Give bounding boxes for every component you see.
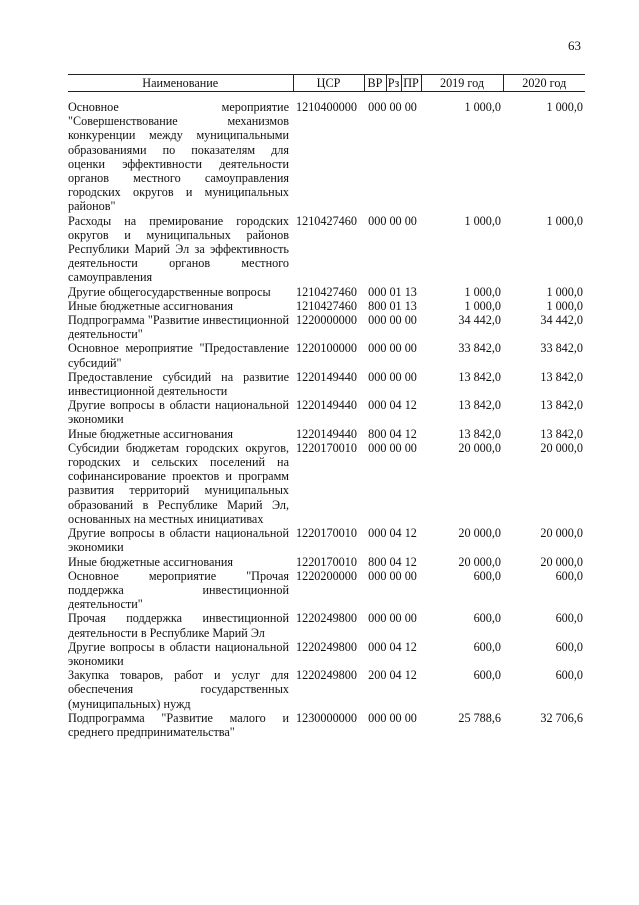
row-csr: 1210427460 [296,298,357,313]
row-amount-2019: 20 000,0 [458,554,501,569]
row-name: Другие общегосударственные вопросы [68,284,271,299]
header-2020: 2020 год [503,75,585,92]
row-csr: 1220100000 [296,341,357,356]
row-codes: 000 00 00 [368,313,417,328]
row-csr: 1220149440 [296,426,357,441]
row-amount-2019: 1 000,0 [464,100,501,114]
row-codes: 000 00 00 [368,611,417,626]
row-csr: 1210400000 [296,100,357,114]
table-row [68,370,585,398]
row-amount-2020: 33 842,0 [540,341,583,356]
row-csr: 1220249800 [296,611,357,626]
row-amount-2019: 13 842,0 [458,426,501,441]
row-codes: 200 04 12 [368,668,417,683]
row-amount-2019: 600,0 [473,611,501,626]
row-amount-2019: 13 842,0 [458,369,501,384]
table-row [68,285,585,299]
row-codes: 000 00 00 [368,369,417,384]
row-name: Иные бюджетные ассигнования [68,426,234,441]
table-row [68,711,585,739]
row-csr: 1220170010 [296,554,357,569]
row-amount-2020: 34 442,0 [540,313,583,328]
row-codes: 000 00 00 [368,341,417,356]
row-amount-2020: 1 000,0 [546,298,583,313]
budget-table [68,74,585,739]
row-name: Другие вопросы в области национальной экономики [68,526,289,555]
page-number: 63 [568,38,581,53]
row-codes: 800 01 13 [368,298,417,313]
row-amount-2019: 600,0 [473,639,501,654]
row-amount-2020: 600,0 [555,611,583,626]
row-codes: 000 01 13 [368,284,417,299]
row-csr: 1220149440 [296,398,357,413]
table-row [68,214,585,285]
row-csr: 1220170010 [296,526,357,541]
table-body [68,92,585,740]
row-amount-2020: 20 000,0 [540,554,583,569]
table-row [68,611,585,639]
table-header-row [68,75,585,92]
table-row [68,569,585,612]
row-csr: 1220200000 [296,568,357,583]
header-rz: Рз [387,75,400,90]
table-row [68,341,585,369]
row-amount-2019: 1 000,0 [464,298,501,313]
row-csr: 1220249800 [296,639,357,654]
header-2019: 2019 год [421,75,503,92]
row-amount-2019: 13 842,0 [458,398,501,413]
row-amount-2019: 20 000,0 [458,526,501,541]
row-amount-2019: 600,0 [473,568,501,583]
row-name: Прочая поддержка инвестиционной деятельности в Республике Марий Эл [68,611,289,640]
row-codes: 000 04 12 [368,398,417,413]
row-name: Другие вопросы в области национальной экономики [68,398,289,427]
row-codes: 000 04 12 [368,526,417,541]
row-codes: 000 00 00 [368,440,417,455]
table-row [68,555,585,569]
row-codes: 000 00 00 [368,100,417,114]
row-name: Основное мероприятие "Предоставление субсидий" [68,341,289,370]
row-amount-2020: 1 000,0 [546,284,583,299]
row-name: Расходы на премирование городских округов и муниципальных районов Республики Марий Эл за эффективность деятельности органов местного самоуправления [68,213,289,285]
row-csr: 1210427460 [296,213,357,228]
table-row [68,313,585,341]
row-amount-2020: 20 000,0 [540,440,583,455]
table-row [68,92,585,214]
table-row [68,427,585,441]
row-amount-2020: 1 000,0 [546,100,583,114]
row-amount-2019: 600,0 [473,668,501,683]
row-amount-2019: 25 788,6 [458,710,501,725]
row-name: Закупка товаров, работ и услуг для обеспечения государственных (муниципальных) нужд [68,668,289,711]
row-amount-2019: 34 442,0 [458,313,501,328]
row-codes: 000 00 00 [368,213,417,228]
row-amount-2019: 1 000,0 [464,213,501,228]
row-codes: 800 04 12 [368,554,417,569]
row-name: Основное мероприятие "Прочая поддержка инвестиционной деятельности" [68,568,289,612]
row-csr: 1220149440 [296,369,357,384]
table-row [68,668,585,711]
row-amount-2020: 600,0 [555,568,583,583]
row-csr: 1210427460 [296,284,357,299]
row-amount-2019: 20 000,0 [458,440,501,455]
row-amount-2020: 600,0 [555,668,583,683]
header-pr: ПР [401,75,421,92]
row-name: Субсидии бюджетам городских округов, городских и сельских поселений на софинансирование проектов и программ развития территорий муниципальных образований в Республике Марий Эл, основанных на местных инициативах [68,440,289,526]
row-name: Предоставление субсидий на развитие инвестиционной деятельности [68,369,289,399]
row-name: Подпрограмма "Развитие инвестиционной деятельности" [68,313,289,342]
row-codes: 800 04 12 [368,426,417,441]
row-csr: 1220000000 [296,313,357,328]
header-csr: ЦСР [293,75,364,92]
row-amount-2019: 1 000,0 [464,284,501,299]
row-csr: 1230000000 [296,710,357,725]
table-row [68,441,585,526]
table-row [68,299,585,313]
row-amount-2020: 1 000,0 [546,213,583,228]
table-row [68,526,585,554]
row-amount-2020: 13 842,0 [540,398,583,413]
table-row [68,398,585,426]
row-csr: 1220170010 [296,440,357,455]
row-amount-2020: 20 000,0 [540,526,583,541]
row-amount-2019: 33 842,0 [458,341,501,356]
row-codes: 000 04 12 [368,639,417,654]
row-codes: 000 00 00 [368,568,417,583]
row-codes: 000 00 00 [368,710,417,725]
row-amount-2020: 32 706,6 [540,710,583,725]
row-amount-2020: 13 842,0 [540,426,583,441]
row-name: Подпрограмма "Развитие малого и среднего предпринимательства" [68,710,289,739]
row-name: Иные бюджетные ассигнования [68,554,234,569]
header-name: Наименование [68,75,293,92]
header-vr: ВР [364,75,386,92]
row-amount-2020: 600,0 [555,639,583,654]
row-name: Иные бюджетные ассигнования [68,298,234,313]
row-name: Основное мероприятие "Совершенствование механизмов конкуренции между муниципальными образованиями по показателям для оценки эффективности деятельности органов местного самоуправления городских округов и муниципальных районов" [68,100,289,214]
row-csr: 1220249800 [296,668,357,683]
row-amount-2020: 13 842,0 [540,369,583,384]
table-row [68,640,585,668]
row-name: Другие вопросы в области национальной экономики [68,639,289,668]
